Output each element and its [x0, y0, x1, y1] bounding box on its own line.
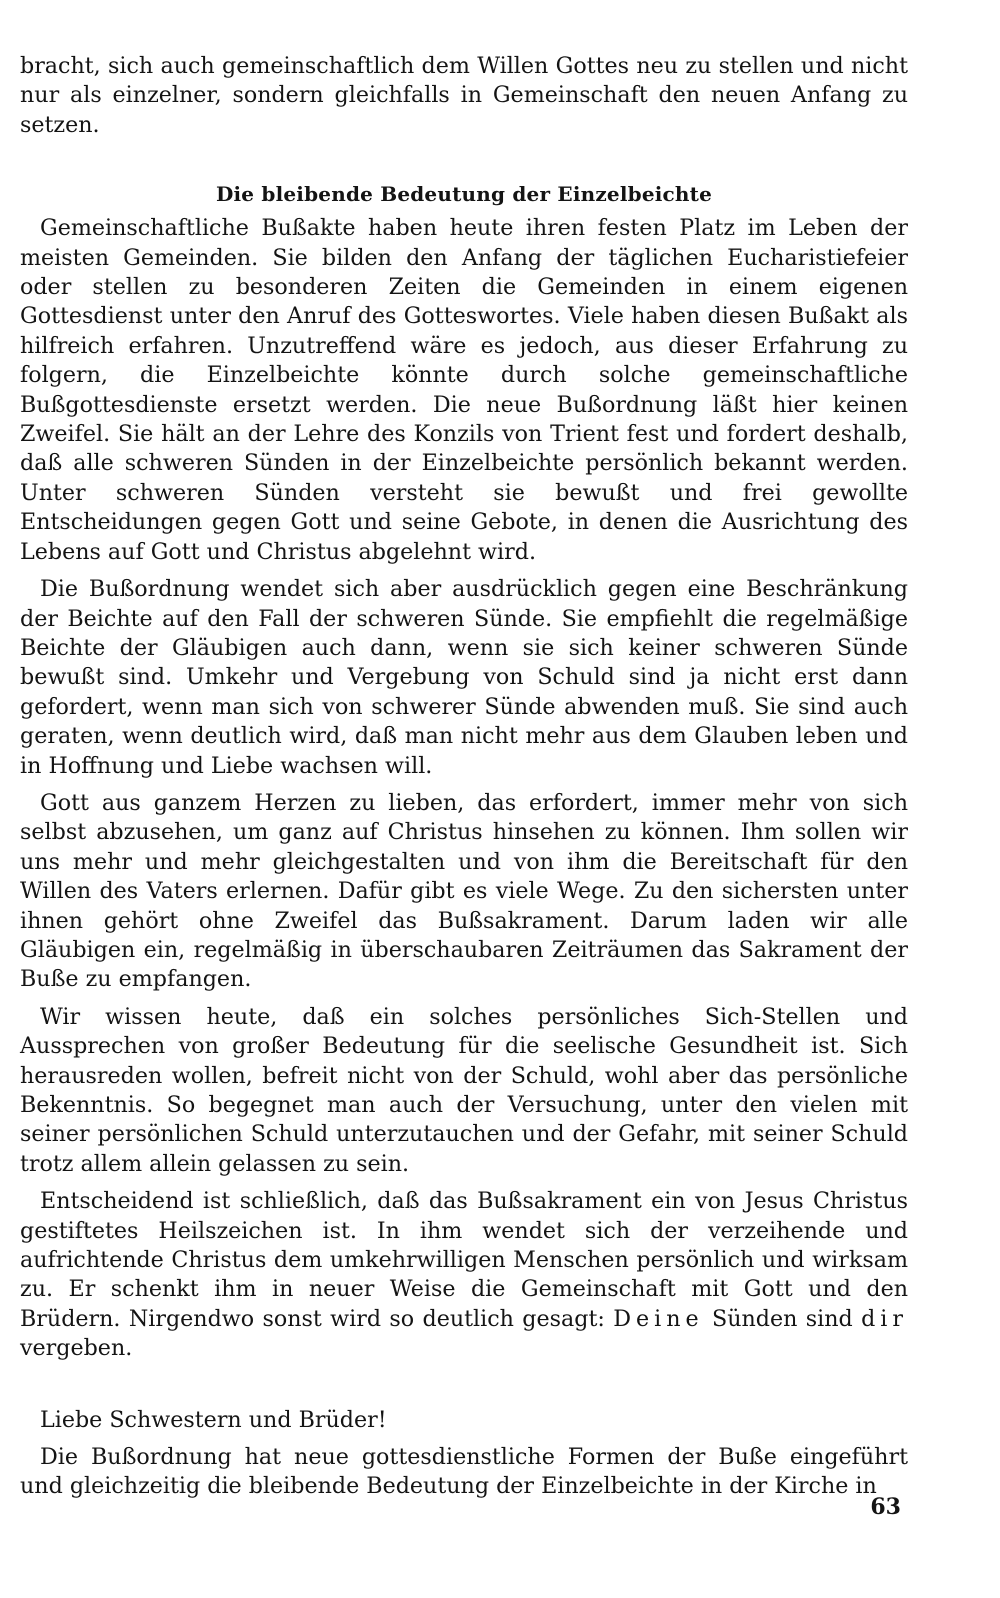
- emphasis-dir: dir: [861, 1305, 908, 1332]
- closing-paragraph: Die Bußordnung hat neue gottesdienstliche Formen der Buße eingeführt und gleichzeitig die bleibende Bedeutung der Einzelbeichte in der Kirche in: [20, 1444, 908, 1500]
- body-paragraph-3: Gott aus ganzem Herzen zu lieben, das erfordert, immer mehr von sich selbst abzusehen, um ganz auf Christus hinsehen zu können. Ihm sollen wir uns mehr und mehr gleichgestalten und von ihm die Bereitschaft für den Willen des Vaters erlernen. Dafür gibt es viele Wege. Zu den sichersten unter ihnen gehört ohne Zweifel das Bußsakrament. Darum laden wir alle Gläubigen ein, regelmäßig in überschaubaren Zeiträumen das Sakrament der Buße zu empfangen.: [20, 789, 908, 993]
- paragraph-5-text-start: Entscheidend ist schließlich, daß das Bußsakrament ein von Jesus Christus gestiftetes Heilszeichen ist. In ihm wendet sich der verzeihende und aufrichtende Christus dem umkehrwilligen Menschen persönlich und wirksam zu. Er schenkt ihm in neuer Weise die Gemeinschaft mit Gott und den Brüdern. Nirgendwo sonst wird so deutlich gesagt:: [20, 1188, 908, 1332]
- opening-paragraph: bracht, sich auch gemeinschaftlich dem Willen Gottes neu zu stellen und nicht nur als einzelner, sondern gleichfalls in Gemeinschaft den neuen Anfang zu setzen.: [20, 53, 908, 138]
- body-paragraph-1: Gemeinschaftliche Bußakte haben heute ihren festen Platz im Leben der meisten Gemeinden. Sie bilden den Anfang der täglichen Eucharistiefeier oder stellen zu besonderen Zeiten die Gemeinden in einem eigenen Gottesdienst unter den Anruf des Gotteswortes. Viele haben diesen Bußakt als hilfreich erfahren. Unzutreffend wäre es jedoch, aus dieser Erfahrung zu folgern, die Einzelbeichte könnte durch solche gemeinschaftliche Bußgottesdienste ersetzt werden. Die neue Bußordnung läßt hier keinen Zweifel. Sie hält an der Lehre des Konzils von Trient fest und fordert deshalb, daß alle schweren Sünden in der Einzelbeichte persönlich bekannt werden. Unter schweren Sünden versteht sie bewußt und frei gewollte Entscheidungen gegen Gott und seine Gebote, in denen die Ausrichtung des Lebens auf Gott und Christus abgelehnt wird.: [20, 215, 908, 565]
- emphasis-deine: Deine: [613, 1305, 704, 1332]
- body-paragraph-5: [20, 1187, 908, 1363]
- salutation: Liebe Schwestern und Brüder!: [40, 1406, 387, 1433]
- paragraph-5-text-middle: Sünden sind: [703, 1305, 862, 1332]
- page-number: 63: [870, 1494, 901, 1520]
- body-paragraph-2: Die Bußordnung wendet sich aber ausdrücklich gegen eine Beschränkung der Beichte auf den Fall der schweren Sünde. Sie empfiehlt die regelmäßige Beichte der Gläubigen auch dann, wenn sie sich keiner schweren Sünde bewußt sind. Umkehr und Vergebung von Schuld sind ja nicht erst dann gefordert, wenn man sich von schwerer Sünde abwenden muß. Sie sind auch geraten, wenn deutlich wird, daß man nicht mehr aus dem Glauben leben und in Hoffnung und Liebe wachsen will.: [20, 576, 908, 779]
- body-paragraph-4: Wir wissen heute, daß ein solches persönliches Sich-Stellen und Aussprechen von großer Bedeutung für die seelische Gesundheit ist. Sich herausreden wollen, befreit nicht von der Schuld, wohl aber das persönliche Bekenntnis. So begegnet man auch der Versuchung, unter den vielen mit seiner persönlichen Schuld unterzutauchen und der Gefahr, mit seiner Schuld trotz allem allein gelassen zu sein.: [20, 1003, 908, 1177]
- paragraph-5-text-end: vergeben.: [20, 1335, 133, 1362]
- section-heading: Die bleibende Bedeutung der Einzelbeichte: [215, 182, 713, 207]
